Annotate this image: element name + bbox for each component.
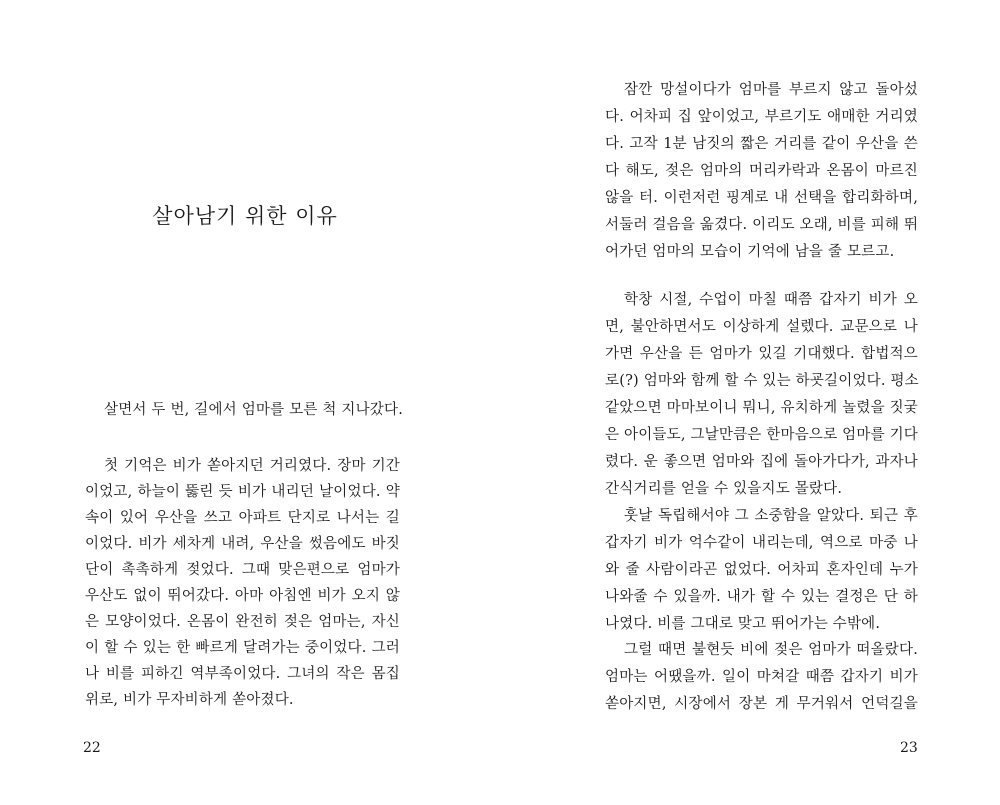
text-line: 어가던 엄마의 모습이 기억에 남을 줄 모르고. <box>605 244 895 260</box>
text-line: 다 해도, 젖은 엄마의 머리카락과 온몸이 마르진 <box>605 163 918 179</box>
page-number-right: 23 <box>900 740 918 756</box>
text-line: 잠깐 망설이다가 엄마를 부르지 않고 돌아섰 <box>624 82 918 98</box>
text-line: 않을 터. 이런저런 핑계로 내 선택을 합리화하며, <box>605 190 918 206</box>
text-line: 그럴 때면 불현듯 비에 젖은 엄마가 떠올랐다. <box>624 642 918 658</box>
text-line: 렸다. 운 좋으면 엄마와 집에 돌아가다가, 과자나 <box>605 454 918 470</box>
text-line: 갑자기 비가 억수같이 내리는데, 역으로 마중 나 <box>605 535 918 551</box>
text-line: 나 비를 피하긴 역부족이었다. 그녀의 작은 몸집 <box>85 666 400 682</box>
text-line: 이 할 수 있는 한 빠르게 달려가는 중이었다. 그러 <box>85 640 400 656</box>
text-line: 첫 기억은 비가 쏟아지던 거리였다. 장마 기간 <box>104 458 400 474</box>
text-line: 가면 우산을 든 엄마가 있길 기대했다. 합법적으 <box>605 346 918 362</box>
text-line: 같았으면 마마보이니 뭐니, 유치하게 놀렸을 짓궂 <box>605 400 918 416</box>
text-line: 훗날 독립해서야 그 소중함을 알았다. 퇴근 후 <box>624 508 918 524</box>
chapter-title: 살아남기 위한 이유 <box>152 204 338 228</box>
opening-line: 살면서 두 번, 길에서 엄마를 모른 척 지나갔다. <box>104 402 404 418</box>
text-line: 면, 불안하면서도 이상하게 설렜다. 교문으로 나 <box>605 319 918 335</box>
text-line: 서둘러 걸음을 옮겼다. 이리도 오래, 비를 피해 뛰 <box>605 217 919 233</box>
text-line: 엄마는 어땠을까. 일이 마쳐갈 때쯤 갑자기 비가 <box>605 669 918 685</box>
page-number-left: 22 <box>83 740 101 756</box>
text-line: 로(?) 엄마와 함께 할 수 있는 하굣길이었다. 평소 <box>605 373 919 389</box>
text-line: 학창 시절, 수업이 마칠 때쯤 갑자기 비가 오 <box>624 292 918 308</box>
text-line: 다. 어차피 집 앞이었고, 부르기도 애매한 거리였 <box>605 109 918 125</box>
text-line: 간식거리를 얻을 수 있을지도 몰랐다. <box>605 481 843 497</box>
text-line: 쏟아지면, 시장에서 장본 게 무거워서 언덕길을 <box>605 696 918 712</box>
text-line: 나와줄 수 있을까. 내가 할 수 있는 결정은 단 하 <box>605 589 918 605</box>
text-line: 단이 촉촉하게 젖었다. 그때 맞은편으로 엄마가 <box>85 562 400 578</box>
text-line: 다. 고작 1분 남짓의 짧은 거리를 같이 우산을 쓴 <box>605 136 918 152</box>
text-line: 속이 있어 우산을 쓰고 아파트 단지로 나서는 길 <box>85 510 400 526</box>
text-line: 이었다. 비가 세차게 내려, 우산을 썼음에도 바짓 <box>85 536 400 552</box>
text-line: 나였다. 비를 그대로 맞고 뛰어가는 수밖에. <box>605 616 881 632</box>
text-line: 이었고, 하늘이 뚫린 듯 비가 내리던 날이었다. 약 <box>85 484 400 500</box>
text-line: 은 아이들도, 그날만큼은 한마음으로 엄마를 기다 <box>605 427 918 443</box>
text-line: 위로, 비가 무자비하게 쏟아졌다. <box>85 692 294 708</box>
text-line: 우산도 없이 뛰어갔다. 아마 아침엔 비가 오지 않 <box>85 588 400 604</box>
text-line: 와 줄 사람이라곤 없었다. 어차피 혼자인데 누가 <box>605 562 918 578</box>
text-line: 은 모양이었다. 온몸이 완전히 젖은 엄마는, 자신 <box>85 614 400 630</box>
